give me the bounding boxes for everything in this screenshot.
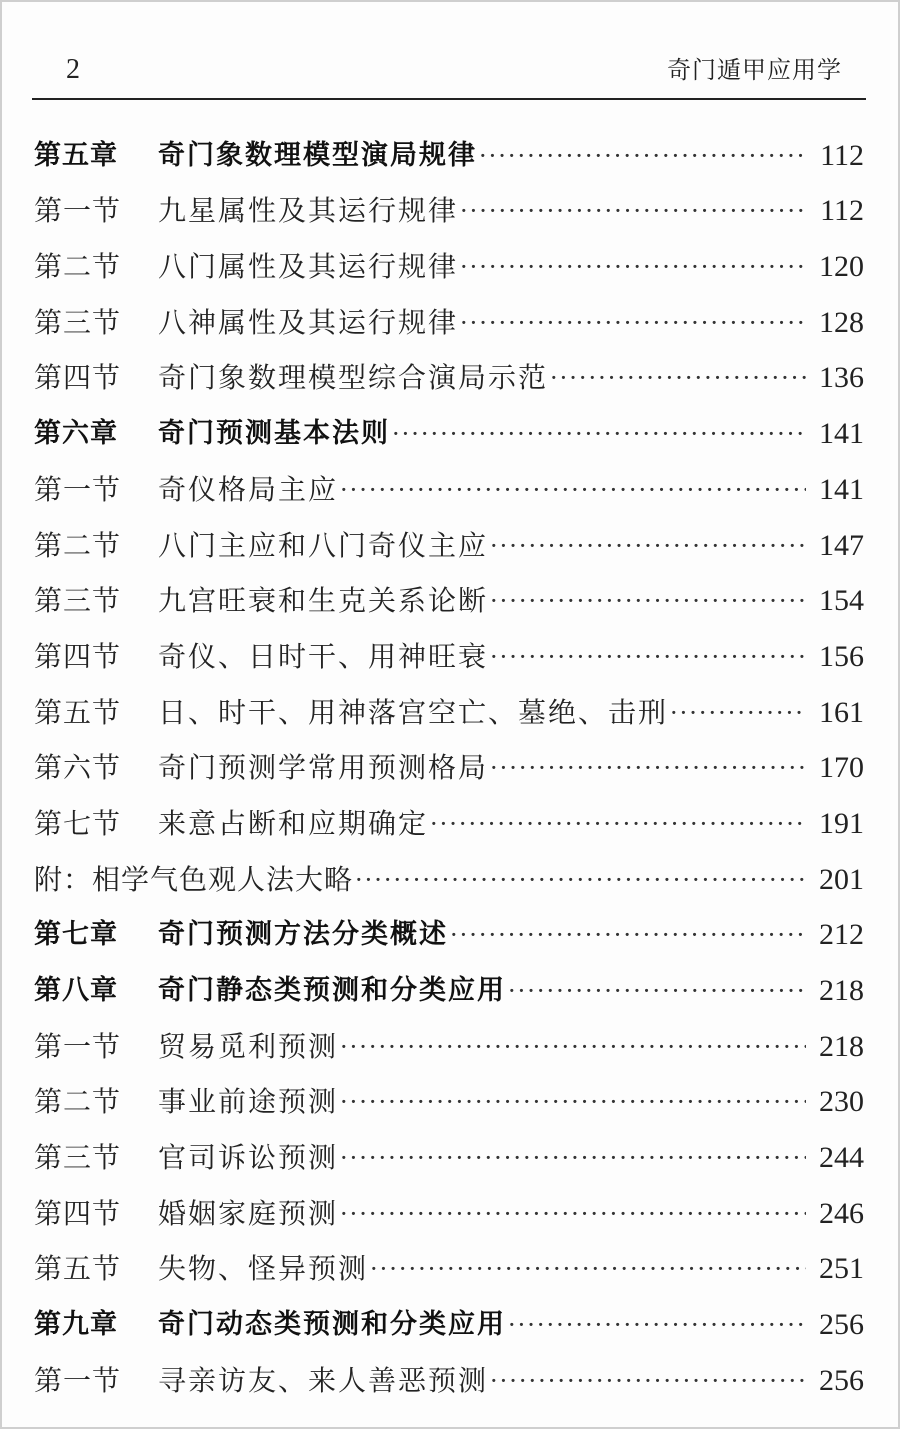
- dot-leader: [490, 581, 806, 621]
- toc-entry-label: 附：相学气色观人法大略: [34, 862, 354, 896]
- toc-entry-title: 奇门象数理模型综合演局示范: [158, 361, 549, 395]
- toc-entry-title: 奇仪、日时干、用神旺衰: [158, 639, 489, 673]
- toc-entry-title: 奇门预测方法分类概述: [158, 919, 448, 951]
- page-number: 2: [66, 54, 80, 85]
- dot-leader: [340, 1027, 806, 1067]
- toc-entry-page-number: 256: [819, 1363, 864, 1397]
- toc-entry-page-number: 120: [819, 250, 864, 284]
- toc-entry-title: 婚姻家庭预测: [158, 1196, 339, 1230]
- toc-entry-title: 九星属性及其运行规律: [158, 194, 459, 228]
- toc-entry-page-number: 154: [819, 584, 864, 618]
- toc-entry-page-number: 218: [819, 974, 864, 1007]
- dot-leader: [460, 303, 806, 343]
- dot-leader: [340, 470, 806, 510]
- toc-entry-label: 第六章: [34, 418, 118, 450]
- toc-section-entry: [34, 510, 864, 566]
- dot-leader: [340, 1138, 806, 1178]
- toc-section-entry: [34, 1011, 864, 1067]
- toc-entry-page-number: 201: [819, 862, 864, 896]
- dot-leader: [490, 637, 806, 677]
- dot-leader: [430, 804, 806, 844]
- toc-entry-label: 第九章: [34, 1309, 118, 1341]
- dot-leader: [490, 526, 806, 566]
- dot-leader: [450, 915, 806, 955]
- toc-entry-title: 奇门动态类预测和分类应用: [158, 1309, 506, 1341]
- toc-entry-page-number: 136: [819, 361, 864, 395]
- toc-entry-page-number: 141: [819, 472, 864, 506]
- toc-entry-label: 第五节: [34, 1252, 122, 1286]
- toc-entry-title: 八门主应和八门奇仪主应: [158, 528, 489, 562]
- toc-entry-label: 第五节: [34, 695, 122, 729]
- dot-leader: [392, 414, 806, 454]
- toc-entry-title: 八神属性及其运行规律: [158, 305, 459, 339]
- toc-section-entry: [34, 788, 864, 844]
- dot-leader: [479, 136, 806, 176]
- toc-entry-label: 第一节: [34, 472, 122, 506]
- toc-entry-title: 奇门预测基本法则: [158, 418, 390, 450]
- toc-entry-page-number: 251: [819, 1252, 864, 1286]
- dot-leader: [370, 1249, 806, 1289]
- toc-section-entry: [34, 176, 864, 232]
- toc-entry-label: 第四节: [34, 1196, 122, 1230]
- toc-entry-title: 九宫旺衰和生克关系论断: [158, 584, 489, 618]
- toc-entry-label: 第六节: [34, 751, 122, 785]
- toc-section-entry: [34, 1178, 864, 1234]
- dot-leader: [670, 693, 806, 733]
- toc-entry-label: 第一节: [34, 194, 122, 228]
- dot-leader: [460, 191, 806, 231]
- toc-entry-label: 第八章: [34, 975, 118, 1006]
- toc-chapter-entry: [34, 398, 864, 454]
- toc-entry-page-number: 170: [819, 751, 864, 785]
- toc-entry-page-number: 246: [819, 1196, 864, 1230]
- toc-entry-page-number: 112: [820, 138, 864, 172]
- toc-entry-page-number: 128: [819, 305, 864, 339]
- toc-section-entry: [34, 621, 864, 677]
- toc-chapter-entry: [34, 955, 864, 1011]
- toc-entry-title: 奇仪格局主应: [158, 472, 339, 506]
- dot-leader: [460, 247, 806, 287]
- toc-chapter-entry: [34, 1289, 864, 1345]
- toc-entry-title: 官司诉讼预测: [158, 1141, 339, 1175]
- dot-leader: [490, 1361, 806, 1401]
- toc-chapter-entry: [34, 120, 864, 176]
- toc-entry-label: 第二节: [34, 1085, 122, 1119]
- toc-entry-title: 事业前途预测: [158, 1085, 339, 1119]
- toc-section-entry: [34, 287, 864, 343]
- toc-section-entry: [34, 1234, 864, 1290]
- page-header: [32, 32, 866, 100]
- dot-leader: [490, 748, 806, 788]
- toc-section-entry: [34, 231, 864, 287]
- toc-entry-label: 第三节: [34, 584, 122, 618]
- toc-entry-title: 贸易觅利预测: [158, 1029, 339, 1063]
- toc-entry-page-number: 244: [819, 1141, 864, 1175]
- toc-section-entry: [34, 1345, 864, 1401]
- toc-entry-page-number: 218: [819, 1029, 864, 1063]
- toc-appendix-entry: [34, 844, 864, 900]
- toc-entry-title: 日、时干、用神落宫空亡、墓绝、击刑: [158, 695, 669, 729]
- toc-entry-label: 第一节: [34, 1363, 122, 1397]
- toc-entry-label: 第二节: [34, 250, 122, 284]
- dot-leader: [508, 1305, 806, 1345]
- toc-entry-page-number: 212: [819, 918, 864, 952]
- toc-section-entry: [34, 566, 864, 622]
- toc-entry-label: 第三节: [34, 1141, 122, 1175]
- toc-entry-label: 第三节: [34, 305, 122, 339]
- toc-entry-page-number: 147: [819, 528, 864, 562]
- dot-leader: [340, 1082, 806, 1122]
- toc-entry-label: 第一节: [34, 1029, 122, 1063]
- toc-entry-label: 第五章: [34, 139, 118, 171]
- toc-entry-title: 奇门预测学常用预测格局: [158, 751, 489, 785]
- dot-leader: [355, 860, 806, 900]
- toc-section-entry: [34, 454, 864, 510]
- toc-entry-label: 第四节: [34, 361, 122, 395]
- toc-entry-title: 奇门象数理模型演局规律: [158, 139, 477, 171]
- toc-entry-label: 第四节: [34, 639, 122, 673]
- toc-section-entry: [34, 677, 864, 733]
- toc-section-entry: [34, 1067, 864, 1123]
- toc-entry-page-number: 191: [819, 806, 864, 840]
- toc-section-entry: [34, 1122, 864, 1178]
- toc-entry-page-number: 156: [819, 639, 864, 673]
- toc-entry-label: 第二节: [34, 528, 122, 562]
- toc-entry-title: 八门属性及其运行规律: [158, 250, 459, 284]
- toc-section-entry: [34, 343, 864, 399]
- dot-leader: [340, 1194, 806, 1234]
- toc-entry-label: 第七章: [34, 919, 118, 951]
- toc-entry-page-number: 256: [819, 1308, 864, 1342]
- running-title: 奇门遁甲应用学: [667, 56, 842, 84]
- toc-entry-page-number: 230: [819, 1085, 864, 1119]
- toc-chapter-entry: [34, 900, 864, 956]
- toc-entry-label: 第七节: [34, 806, 122, 840]
- toc-entry-title: 奇门静态类预测和分类应用: [158, 975, 506, 1006]
- toc-section-entry: [34, 733, 864, 789]
- table-of-contents: [34, 120, 864, 1401]
- toc-entry-title: 来意占断和应期确定: [158, 806, 429, 840]
- dot-leader: [550, 358, 806, 398]
- toc-entry-page-number: 161: [819, 695, 864, 729]
- dot-leader: [508, 971, 806, 1011]
- toc-entry-page-number: 141: [819, 417, 864, 451]
- toc-entry-title: 寻亲访友、来人善恶预测: [158, 1363, 489, 1397]
- toc-entry-title: 失物、怪异预测: [158, 1252, 369, 1286]
- toc-entry-page-number: 112: [820, 194, 864, 228]
